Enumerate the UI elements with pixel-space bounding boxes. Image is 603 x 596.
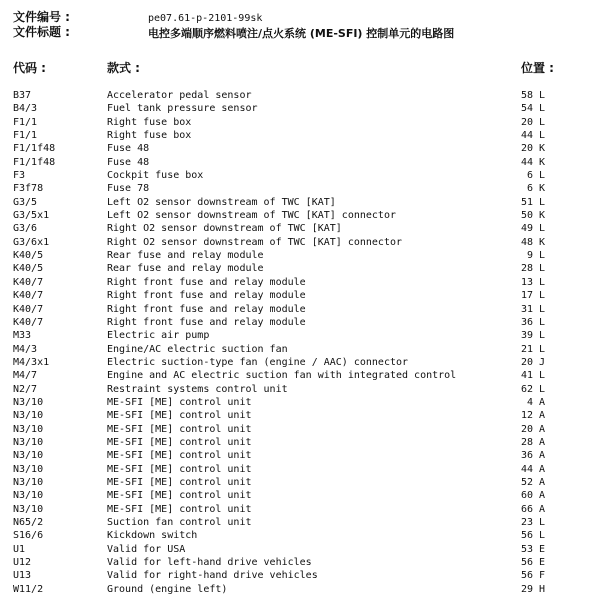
code-cell: M4/3 <box>13 343 38 355</box>
table-row <box>0 463 603 476</box>
designation-cell: ME-SFI [ME] control unit <box>107 396 252 408</box>
designation-cell: Fuel tank pressure sensor <box>107 103 258 115</box>
table-row <box>0 516 603 529</box>
table-row <box>0 409 603 422</box>
table-column-header-row <box>0 61 603 76</box>
designation-cell: Valid for right-hand drive vehicles <box>107 570 318 582</box>
table-row <box>0 262 603 275</box>
code-cell: M4/3x1 <box>13 356 50 368</box>
table-row <box>0 503 603 516</box>
designation-cell: Left O2 sensor downstream of TWC [KAT] <box>107 196 336 208</box>
designation-cell: Right front fuse and relay module <box>107 316 306 328</box>
location-cell: 28 L <box>521 263 546 275</box>
table-row <box>0 569 603 582</box>
table-row <box>0 583 603 596</box>
location-cell: 23 L <box>521 517 546 528</box>
table-row <box>0 303 603 316</box>
table-row <box>0 89 603 102</box>
location-cell: 21 L <box>521 343 546 355</box>
table-row <box>0 369 603 382</box>
file-title-value: 电控多端顺序燃料喷注/点火系统 (ME-SFI) 控制单元的电路图 <box>148 27 455 40</box>
designation-cell: Suction fan control unit <box>107 517 252 528</box>
location-cell: 49 L <box>521 223 546 235</box>
code-cell: N3/10 <box>13 410 44 422</box>
location-cell: 44 L <box>521 130 546 142</box>
code-cell: K40/5 <box>13 263 44 275</box>
designation-cell: ME-SFI [ME] control unit <box>107 490 252 502</box>
designation-cell: Kickdown switch <box>107 530 198 542</box>
code-cell: M4/7 <box>13 370 38 382</box>
location-cell: 62 L <box>521 383 546 395</box>
table-row <box>0 156 603 169</box>
code-cell: N3/10 <box>13 436 44 448</box>
code-cell: K40/7 <box>13 303 44 315</box>
table-row <box>0 222 603 235</box>
location-cell: 20 A <box>521 423 546 435</box>
code-cell: G3/6x1 <box>13 236 50 248</box>
table-row <box>0 182 603 195</box>
table-row <box>0 449 603 462</box>
designation-cell: Ground (engine left) <box>107 583 228 595</box>
code-cell: N3/10 <box>13 503 44 515</box>
designation-cell: Fuse 48 <box>107 143 150 155</box>
designation-cell: Rear fuse and relay module <box>107 250 264 262</box>
code-cell: N3/10 <box>13 490 44 502</box>
table-row <box>0 543 603 556</box>
table-row <box>0 396 603 409</box>
location-cell: 17 L <box>521 290 546 302</box>
table-row <box>0 316 603 329</box>
designation-cell: ME-SFI [ME] control unit <box>107 423 252 435</box>
code-cell: G3/6 <box>13 223 38 235</box>
table-row <box>0 129 603 142</box>
table-row <box>0 436 603 449</box>
designation-cell: Valid for USA <box>107 543 186 555</box>
location-cell: 9 L <box>521 250 546 262</box>
table-row <box>0 249 603 262</box>
location-cell: 44 K <box>521 156 546 168</box>
designation-cell: Restraint systems control unit <box>107 383 288 395</box>
designation-cell: Right front fuse and relay module <box>107 303 306 315</box>
code-cell: G3/5x1 <box>13 210 50 222</box>
location-cell: 12 A <box>521 410 546 422</box>
designation-cell: Accelerator pedal sensor <box>107 90 252 101</box>
code-cell: F1/1f48 <box>13 143 56 155</box>
designation-cell: ME-SFI [ME] control unit <box>107 463 252 475</box>
designation-cell: Valid for left-hand drive vehicles <box>107 557 312 569</box>
designation-cell: Right O2 sensor downstream of TWC [KAT] connector <box>107 236 403 248</box>
designation-cell: ME-SFI [ME] control unit <box>107 476 252 488</box>
designation-cell: ME-SFI [ME] control unit <box>107 436 252 448</box>
code-cell: N3/10 <box>13 463 44 475</box>
designation-cell: Electric air pump <box>107 330 210 342</box>
code-column-header: 代码 : <box>13 61 46 75</box>
designation-cell: Right fuse box <box>107 130 192 142</box>
table-row <box>0 329 603 342</box>
code-cell: S16/6 <box>13 530 44 542</box>
location-cell: 36 A <box>521 450 546 462</box>
location-cell: 20 K <box>521 143 546 155</box>
location-cell: 4 A <box>521 396 546 408</box>
designation-cell: Left O2 sensor downstream of TWC [KAT] connector <box>107 210 396 222</box>
table-row <box>0 556 603 569</box>
table-row <box>0 236 603 249</box>
file-number-value: pe07.61-p-2101-99sk <box>148 13 263 24</box>
file-number-label: 文件编号 : <box>13 10 70 24</box>
table-row <box>0 209 603 222</box>
designation-cell: ME-SFI [ME] control unit <box>107 450 252 462</box>
designation-cell: Right fuse box <box>107 116 192 128</box>
code-cell: U13 <box>13 570 32 582</box>
location-cell: 44 A <box>521 463 546 475</box>
location-cell: 29 H <box>521 583 546 595</box>
location-cell: 20 J <box>521 356 546 368</box>
location-cell: 60 A <box>521 490 546 502</box>
table-row <box>0 116 603 129</box>
code-cell: F3f78 <box>13 183 44 195</box>
code-cell: K40/5 <box>13 250 44 262</box>
location-cell: 6 L <box>521 170 546 182</box>
code-cell: G3/5 <box>13 196 38 208</box>
table-row <box>0 476 603 489</box>
designation-cell: Right O2 sensor downstream of TWC [KAT] <box>107 223 342 235</box>
location-cell: 53 E <box>521 543 546 555</box>
location-cell: 20 L <box>521 116 546 128</box>
file-title-label: 文件标题 : <box>13 25 70 39</box>
designation-cell: ME-SFI [ME] control unit <box>107 503 252 515</box>
location-cell: 13 L <box>521 276 546 288</box>
code-cell: U1 <box>13 543 26 555</box>
designation-cell: Right front fuse and relay module <box>107 290 306 302</box>
location-cell: 58 L <box>521 90 546 101</box>
table-row <box>0 356 603 369</box>
code-cell: B37 <box>13 90 32 101</box>
designation-column-header: 款式 : <box>107 61 140 75</box>
location-cell: 48 K <box>521 236 546 248</box>
code-cell: B4/3 <box>13 103 38 115</box>
code-cell: K40/7 <box>13 276 44 288</box>
designation-cell: Fuse 48 <box>107 156 150 168</box>
table-row <box>0 276 603 289</box>
location-cell: 56 F <box>521 570 546 582</box>
code-table <box>0 89 603 596</box>
code-cell: N3/10 <box>13 396 44 408</box>
location-cell: 66 A <box>521 503 546 515</box>
designation-cell: Cockpit fuse box <box>107 170 204 182</box>
location-cell: 56 L <box>521 530 546 542</box>
code-cell: F1/1 <box>13 130 38 142</box>
code-cell: W11/2 <box>13 583 44 595</box>
location-cell: 39 L <box>521 330 546 342</box>
location-cell: 6 K <box>521 183 546 195</box>
table-row <box>0 169 603 182</box>
table-row <box>0 489 603 502</box>
location-cell: 56 E <box>521 557 546 569</box>
designation-cell: Rear fuse and relay module <box>107 263 264 275</box>
table-row <box>0 196 603 209</box>
table-row <box>0 142 603 155</box>
code-cell: F3 <box>13 170 26 182</box>
code-cell: F1/1f48 <box>13 156 56 168</box>
table-row <box>0 289 603 302</box>
location-column-header: 位置 : <box>521 61 554 75</box>
designation-cell: Electric suction-type fan (engine / AAC) connector <box>107 356 409 368</box>
location-cell: 52 A <box>521 476 546 488</box>
code-cell: U12 <box>13 557 32 569</box>
table-row <box>0 343 603 356</box>
code-cell: N3/10 <box>13 476 44 488</box>
designation-cell: Engine/AC electric suction fan <box>107 343 288 355</box>
code-cell: M33 <box>13 330 32 342</box>
location-cell: 54 L <box>521 103 546 115</box>
code-cell: F1/1 <box>13 116 38 128</box>
designation-cell: ME-SFI [ME] control unit <box>107 410 252 422</box>
location-cell: 41 L <box>521 370 546 382</box>
location-cell: 31 L <box>521 303 546 315</box>
location-cell: 50 K <box>521 210 546 222</box>
designation-cell: Fuse 78 <box>107 183 150 195</box>
code-cell: K40/7 <box>13 316 44 328</box>
table-row <box>0 423 603 436</box>
table-row <box>0 383 603 396</box>
code-cell: N65/2 <box>13 517 44 528</box>
location-cell: 51 L <box>521 196 546 208</box>
file-number-row <box>0 10 603 25</box>
code-cell: N2/7 <box>13 383 38 395</box>
code-cell: K40/7 <box>13 290 44 302</box>
table-row <box>0 102 603 115</box>
code-cell: N3/10 <box>13 423 44 435</box>
file-title-row <box>0 25 603 40</box>
designation-cell: Right front fuse and relay module <box>107 276 306 288</box>
code-cell: N3/10 <box>13 450 44 462</box>
location-cell: 36 L <box>521 316 546 328</box>
table-row <box>0 529 603 542</box>
location-cell: 28 A <box>521 436 546 448</box>
designation-cell: Engine and AC electric suction fan with integrated control <box>107 370 457 382</box>
